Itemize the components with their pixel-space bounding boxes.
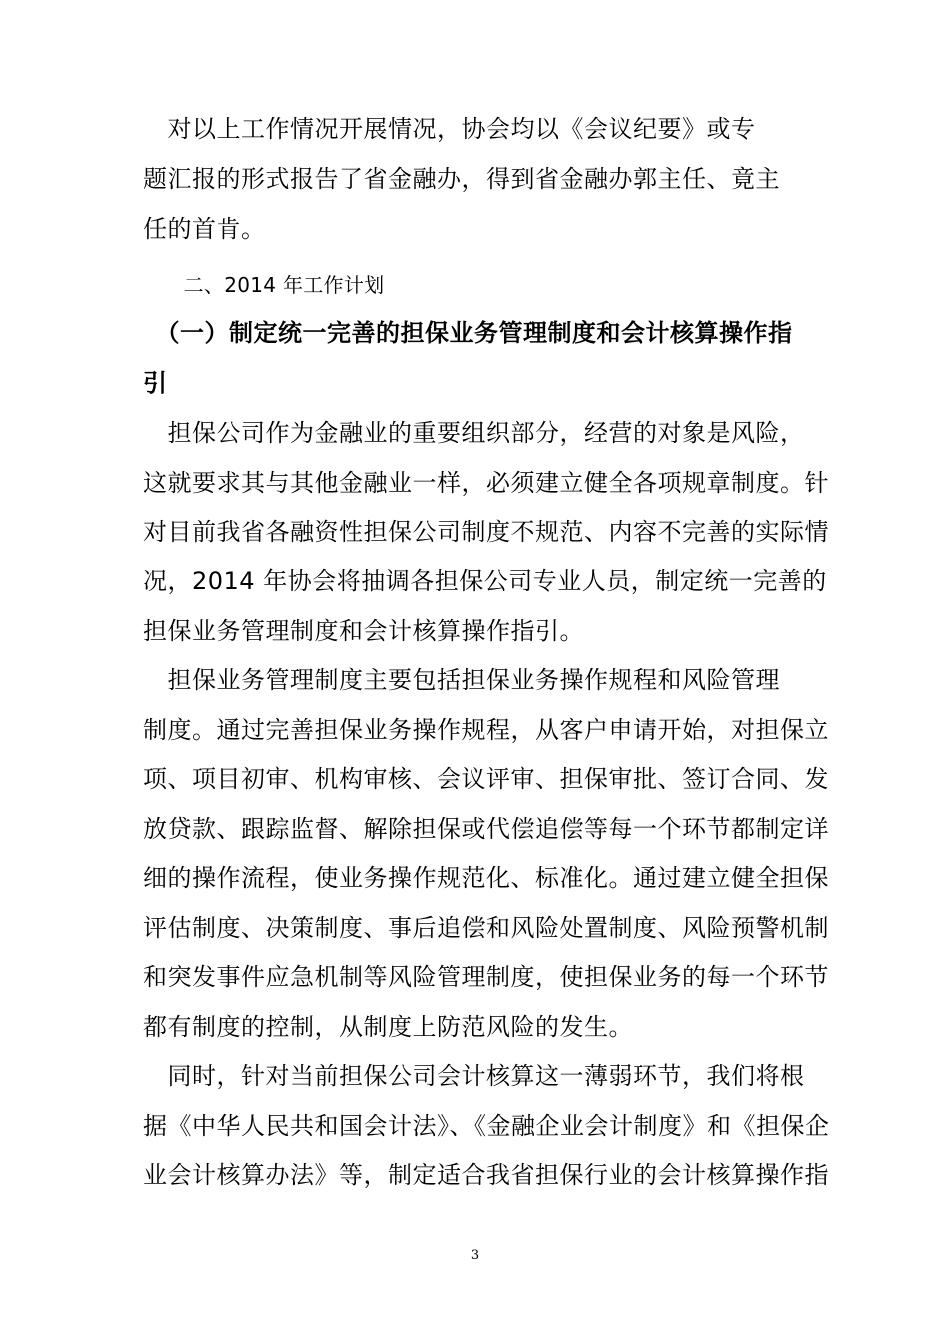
paragraph-line: 担保业务管理制度主要包括担保业务操作规程和风险管理 <box>143 666 780 694</box>
paragraph-line: 题汇报的形式报告了省金融办，得到省金融办郭主任、竟主 <box>143 165 780 193</box>
paragraph-line: 任的首肯。 <box>143 215 266 243</box>
page-number: 3 <box>470 1248 480 1263</box>
paragraph-line: 都有制度的控制，从制度上防范风险的发生。 <box>143 1013 633 1041</box>
paragraph-line: 制度。通过完善担保业务操作规程，从客户申请开始，对担保立 <box>143 716 829 744</box>
paragraph-line: 对以上工作情况开展情况，协会均以《会议纪要》或专 <box>143 115 756 143</box>
paragraph-line: 项、项目初审、机构审核、会议评审、担保审批、签订合同、发 <box>143 765 829 793</box>
paragraph-line: 这就要求其与其他金融业一样，必须建立健全各项规章制度。针 <box>143 469 829 497</box>
paragraph-line: 业会计核算办法》等，制定适合我省担保行业的会计核算操作指 <box>143 1161 829 1189</box>
paragraph-line: 同时，针对当前担保公司会计核算这一薄弱环节，我们将根 <box>143 1062 805 1090</box>
subsection-heading: （一）制定统一完善的担保业务管理制度和会计核算操作指 <box>143 319 793 347</box>
subsection-heading: 引 <box>143 369 168 397</box>
paragraph-line: 担保业务管理制度和会计核算操作指引。 <box>143 617 584 645</box>
paragraph-line: 评估制度、决策制度、事后追偿和风险处置制度、风险预警机制 <box>143 914 829 942</box>
paragraph-line: 担保公司作为金融业的重要组织部分，经营的对象是风险， <box>143 419 805 447</box>
paragraph-line: 和突发事件应急机制等风险管理制度，使担保业务的每一个环节 <box>143 963 829 991</box>
paragraph-line: 况，2014 年协会将抽调各担保公司专业人员，制定统一完善的 <box>143 567 827 595</box>
paragraph-line: 细的操作流程，使业务操作规范化、标准化。通过建立健全担保 <box>143 864 829 892</box>
paragraph-line: 据《中华人民共和国会计法》、《金融企业会计制度》和《担保企 <box>143 1112 830 1140</box>
paragraph-line: 放贷款、跟踪监督、解除担保或代偿追偿等每一个环节都制定详 <box>143 815 829 843</box>
paragraph-line: 对目前我省各融资性担保公司制度不规范、内容不完善的实际情 <box>143 518 829 546</box>
section-heading: 二、2014 年工作计划 <box>143 273 385 297</box>
